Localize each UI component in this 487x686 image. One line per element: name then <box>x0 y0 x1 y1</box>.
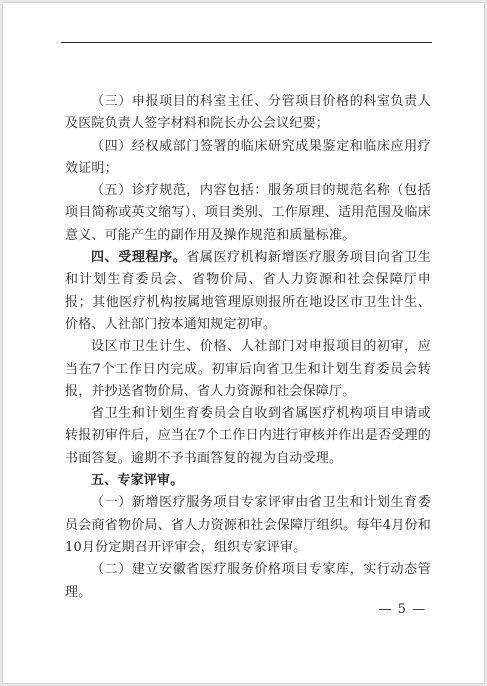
acceptance-procedure-text: 省属医疗机构新增医疗服务项目向省卫生和计划生育委员会、省物价局、省人力资源和社会保障厅申报；其他医疗机构按属地管理原则报所在地设区市卫生计生、价格、人社部门按本通知规定初审。 <box>65 250 431 332</box>
document-page <box>3 3 484 683</box>
paragraph-item-4: （四）经权威部门签署的临床研究成果鉴定和临床应用疗效证明； <box>65 138 431 176</box>
section-heading-acceptance: 四、受理程序。 <box>91 250 187 266</box>
section-heading-expert-review: 五、专家评审。 <box>91 473 184 489</box>
paragraph-item-5: （五）诊疗规范，内容包括：服务项目的规范名称（包括项目简称或英文缩写）、项目类别、工作原理、适用范围及临床意义、可能产生的副作用及操作规范和质量标准。 <box>65 183 431 243</box>
paragraph-item-3: （三）申报项目的科室主任、分管项目价格的科室负责人及医院负责人签字材料和院长办公会议纪要； <box>65 94 431 132</box>
paragraph-acceptance-procedure <box>65 247 431 336</box>
page-number: — 5 — <box>378 602 426 617</box>
paragraph-provincial-reply: 省卫生和计划生育委员会自收到省属医疗机构项目申请或转报初审件后，应当在7个工作日内进行审核并作出是否受理的书面答复。逾期不予书面答复的视为自动受理。 <box>65 406 431 466</box>
document-body <box>65 91 431 604</box>
header-rule <box>61 42 432 43</box>
paragraph-expert-review-2: （二）建立安徽省医疗服务价格项目专家库，实行动态管理。 <box>65 562 431 600</box>
paragraph-expert-review-1: （一）新增医疗服务项目专家评审由省卫生和计划生育委员会商省物价局、省人力资源和社会保障厅组织。每年4月份和10月份定期召开评审会，组织专家评审。 <box>65 495 431 555</box>
paragraph-preliminary-review: 设区市卫生计生、价格、人社部门对申报项目的初审，应当在7个工作日内完成。初审后向省卫生和计划生育委员会转报，并抄送省物价局、省人力资源和社会保障厅。 <box>65 339 431 399</box>
